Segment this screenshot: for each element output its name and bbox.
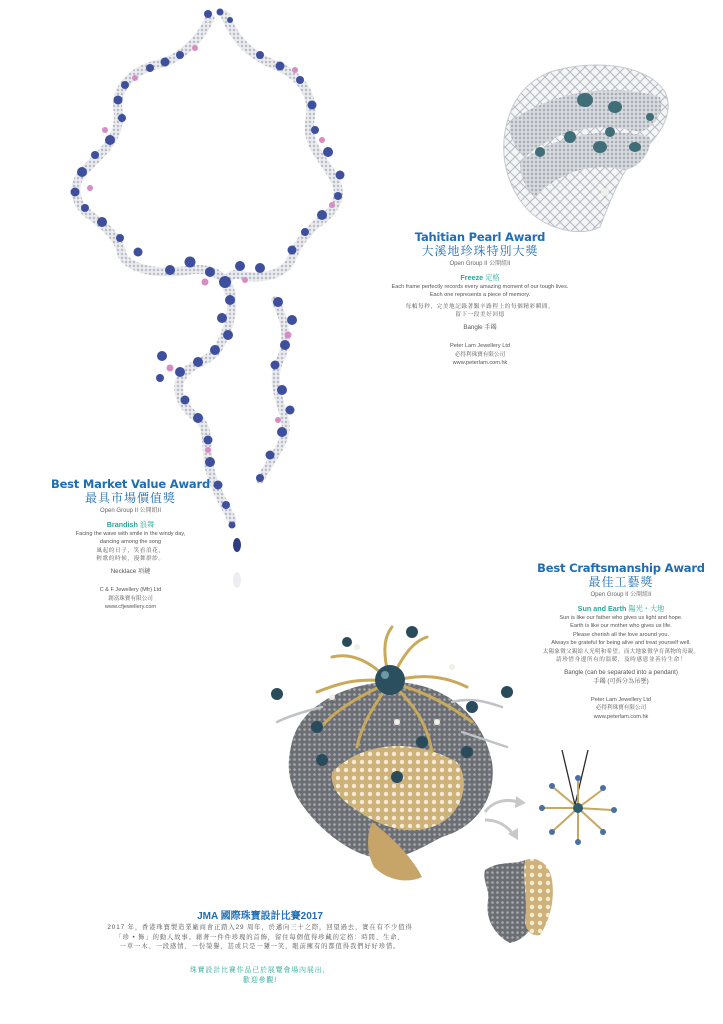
description-zh-line: 風起的日子，笑看浪花， (96, 547, 165, 554)
description-en-line: dancing among the song (99, 539, 162, 546)
curved-arrow-icon (480, 790, 530, 840)
description-en-line: Always be grateful for being alive and treat yourself well. (551, 640, 691, 647)
description-en-line: Each frame perfectly records every amazing moment of our tough lives. (391, 284, 569, 290)
description-zh-line: 太陽象徵父親給人光明和希望，而大地象徵孕育萬物的母親。 (542, 648, 700, 655)
company-name-zh: 必得利珠寶有限公司 (454, 351, 506, 358)
jma-title: JMA 國際珠寶設計比賽2017 (197, 911, 323, 922)
exhibition-notice-line: 珠寶設計比賽作品已於展覽會場內展出， (189, 966, 331, 974)
jma-body-line: 2017 年，香港珠寶製造業廠商會正踏入29 周年，於邁向三十之際，回望過去，實在有不少值得 (107, 924, 413, 931)
description-en-line: Sun is like our father who gives us light and hope. (559, 615, 683, 621)
group-label: Open Group II 公開組II (449, 261, 511, 267)
company-name-en: Peter Lam Jewellery Ltd (590, 697, 651, 704)
group-label: Open Group II 公開組II (590, 592, 652, 598)
award-title-en: Tahitian Pearl Award (414, 230, 546, 244)
product-type: Bangle 手鐲 (463, 324, 497, 332)
award-title-zh: 最具市場價值獎 (84, 491, 176, 505)
description-zh-line: 輕歌的時候，漫舞群紗。 (96, 556, 165, 563)
company-name-zh: 必得利珠寶有限公司 (595, 705, 647, 712)
description-zh-line: 請珍惜身邊所有的溫暖，及時感恩並善待生命！ (555, 656, 687, 663)
description-zh-line: 留下一段美好回憶 (455, 312, 505, 319)
piece-title-zh: 浪舞 (139, 520, 155, 529)
jma-competition-block (40, 910, 480, 986)
product-type: Necklace 項鏈 (110, 568, 151, 576)
award-title-en: Best Market Value Award (51, 477, 210, 491)
company-name-zh: 創富珠寶有限公司 (108, 595, 153, 602)
description-en-line: Earth is like our mother who gives us life. (570, 623, 672, 630)
piece-title-zh: 定格 (485, 273, 500, 282)
company-name-en: C & F Jewellery (Mfr) Ltd (99, 587, 162, 594)
product-type-zh: 手鐲 (可拆分為吊墜) (593, 678, 649, 686)
exhibition-notice-line: 歡迎參觀! (243, 976, 277, 984)
bangle-lace-part-image (480, 855, 560, 945)
tahitian-pearl-award-block (370, 230, 590, 367)
award-title-en: Best Craftsmanship Award (537, 561, 705, 575)
company-website: www.cfjewellery.com (104, 604, 157, 611)
description-en-line: Each one represents a piece of memory. (429, 292, 531, 299)
piece-title (522, 604, 720, 614)
piece-title-zh: 陽光・大地 (628, 604, 665, 613)
market-value-award-block (48, 477, 213, 611)
award-title-zh: 最佳工藝獎 (588, 575, 654, 589)
piece-title-en: Brandish (106, 520, 138, 529)
product-type-en: Bangle (can be separated into a pendant) (564, 669, 678, 677)
jma-body-line: 一草一木、一段感情、一份榮譽，甚或只是一顰一笑，眼前擁有的都值得我們好好珍惜。 (119, 943, 401, 951)
piece-title-en: Sun and Earth (577, 604, 627, 613)
company-website: www.peterlam.com.hk (452, 360, 508, 367)
award-title-zh: 大溪地珍珠特別大獎 (421, 244, 539, 258)
description-en-line: Please cherish all the love around you. (572, 631, 670, 638)
jma-body-line: 「珍 • 飾」的動人故事。藉著一件件珍瑰的首飾，留住每個值得珍藏的定格：時間、生命、 (115, 933, 405, 941)
company-name-en: Peter Lam Jewellery Ltd (449, 343, 510, 350)
sun-pendant-image (530, 750, 625, 850)
description-zh-line: 每幀每秒，完美地記錄著艱辛路程上的每個精彩瞬間， (405, 303, 555, 310)
piece-title (370, 273, 590, 283)
piece-title-en: Freeze (460, 273, 484, 282)
company-website: www.peterlam.com.hk (593, 713, 649, 720)
craftsmanship-award-block (522, 561, 720, 721)
description-en-line: Facing the wave with smile in the windy day, (75, 531, 186, 537)
piece-title (48, 520, 213, 530)
group-label: Open Group II 公開組II (99, 508, 162, 514)
sun-and-earth-bangle-image (262, 622, 517, 902)
tahitian-pearl-bangle-image (490, 52, 680, 242)
